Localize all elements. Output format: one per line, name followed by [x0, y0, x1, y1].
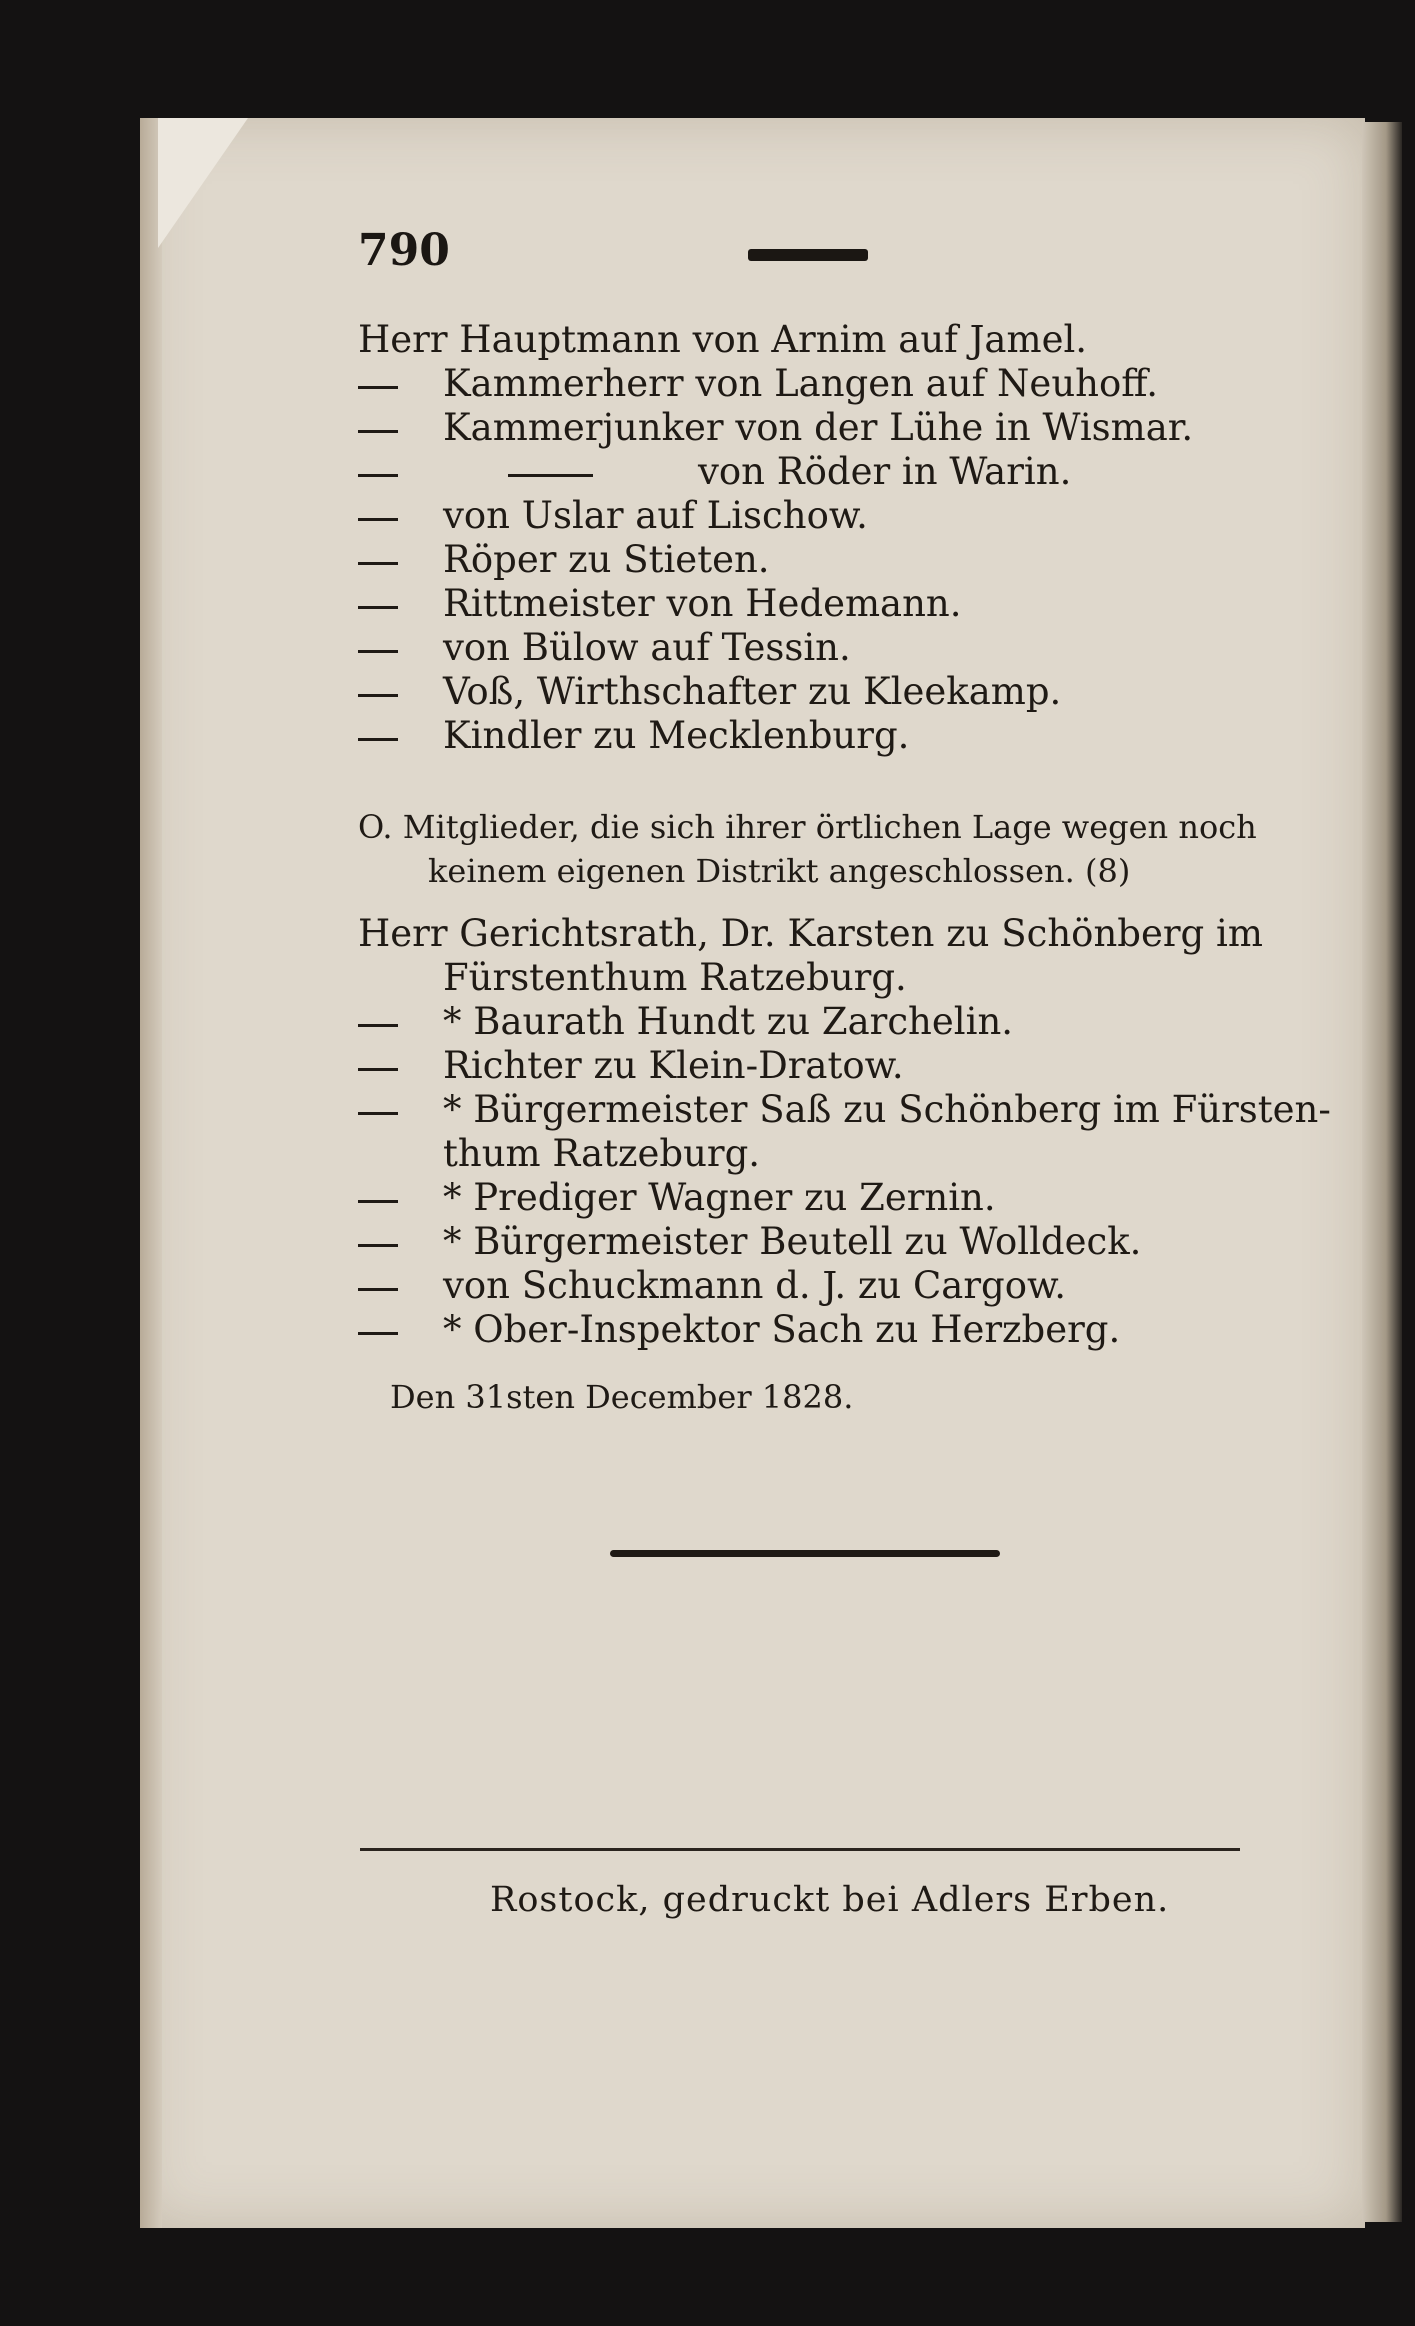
list-item-text: * Ober-Inspektor Sach zu Herzberg. [443, 1308, 1121, 1351]
printer-imprint: Rostock, gedruckt bei Adlers Erben. [490, 1880, 1170, 1920]
list-item-text: von Uslar auf Lischow. [443, 494, 868, 537]
list-item-text: von Bülow auf Tessin. [443, 626, 851, 669]
section-heading-line-2: keinem eigenen Distrikt angeschlossen. (8) [428, 852, 1131, 890]
list-item-text: Kindler zu Mecklenburg. [443, 714, 910, 757]
dash-mark [358, 562, 398, 565]
list-item-text: Richter zu Klein-Dratow. [443, 1044, 904, 1087]
list-item-text: Herr Hauptmann von Arnim auf Jamel. [358, 318, 1088, 361]
list-item-text: Herr Gerichtsrath, Dr. Karsten zu Schönberg im [358, 912, 1263, 955]
dash-mark [358, 606, 398, 609]
page-right-edge [1362, 122, 1402, 2222]
list-item [443, 1308, 1120, 1352]
closing-rule [610, 1550, 1000, 1557]
list-item [443, 1000, 1013, 1044]
list-item [443, 1088, 1331, 1132]
list-item [443, 1044, 904, 1088]
list-item [443, 494, 868, 538]
list-item [698, 450, 1071, 494]
page-number: 790 [358, 225, 450, 276]
dash-mark [358, 1332, 398, 1335]
header-ornament [748, 249, 868, 261]
list-item [443, 1220, 1141, 1264]
list-item-text: Fürstenthum Ratzeburg. [443, 956, 907, 999]
footer-rule [360, 1848, 1240, 1851]
dash-mark [358, 1024, 398, 1027]
dash-mark [358, 474, 398, 477]
list-item [443, 538, 770, 582]
list-item-text: * Baurath Hundt zu Zarchelin. [443, 1000, 1014, 1043]
list-item [443, 670, 1061, 714]
list-item-text: Rittmeister von Hedemann. [443, 582, 962, 625]
folded-corner [158, 118, 248, 248]
date-line: Den 31sten December 1828. [390, 1378, 854, 1416]
list-item [443, 626, 851, 670]
list-item [443, 582, 962, 626]
dash-mark [358, 694, 398, 697]
list-item-text: Kammerherr von Langen auf Neuhoff. [443, 362, 1158, 405]
dash-mark [358, 386, 398, 389]
list-item [358, 912, 1263, 956]
list-item [443, 714, 909, 758]
dash-mark [358, 738, 398, 741]
dash-mark [358, 1068, 398, 1071]
list-item-text: * Prediger Wagner zu Zernin. [443, 1176, 996, 1219]
dash-mark [358, 1200, 398, 1203]
list-item-text: * Bürgermeister Beutell zu Wolldeck. [443, 1220, 1142, 1263]
list-item [443, 406, 1193, 450]
list-item-text: Röper zu Stieten. [443, 538, 770, 581]
page-left-edge [140, 118, 162, 2228]
list-item [443, 1132, 760, 1176]
dash-mark [358, 650, 398, 653]
dash-mark [358, 1112, 398, 1115]
list-item-text: Kammerjunker von der Lühe in Wismar. [443, 406, 1194, 449]
section-heading-line-1: O. Mitglieder, die sich ihrer örtlichen Lage wegen noch [358, 808, 1257, 846]
list-item [443, 1264, 1066, 1308]
list-item-text: von Röder in Warin. [698, 450, 1072, 493]
list-item [443, 1176, 996, 1220]
ditto-dash-mark [508, 474, 593, 477]
list-item [443, 362, 1158, 406]
page-header [358, 225, 1258, 285]
list-item [443, 956, 907, 1000]
list-item-text: * Bürgermeister Saß zu Schönberg im Fürsten- [443, 1088, 1331, 1131]
dash-mark [358, 1244, 398, 1247]
list-item-text: von Schuckmann d. J. zu Cargow. [443, 1264, 1067, 1307]
list-item [358, 318, 1087, 362]
dash-mark [358, 518, 398, 521]
list-item-text: thum Ratzeburg. [443, 1132, 761, 1175]
list-item-text: Voß, Wirthschafter zu Kleekamp. [443, 670, 1062, 713]
dash-mark [358, 1288, 398, 1291]
dash-mark [358, 430, 398, 433]
